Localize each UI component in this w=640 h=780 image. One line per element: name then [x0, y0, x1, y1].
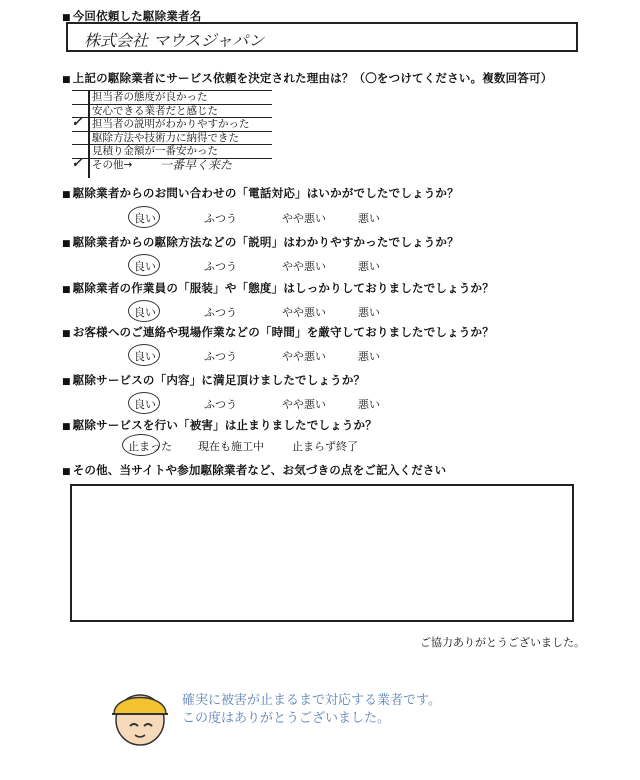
damage-heading: ■ 駆除サービスを行い「被害」は止まりましたでしょうか？ [62, 417, 377, 433]
time-rating-heading: ■ お客様へのご連絡や現場作業などの「時間」を厳守しておりましたでしょうか？ [62, 324, 494, 340]
check-mark-icon: ✓ [71, 115, 83, 130]
content-rating-heading: ■ 駆除サービスの「内容」に満足頂けましたでしょうか？ [62, 372, 365, 388]
option-good[interactable]: 良い [134, 306, 156, 319]
option-bad[interactable]: 悪い [358, 306, 380, 319]
option-bad[interactable]: 悪い [358, 398, 380, 411]
option-bad[interactable]: 悪い [358, 260, 380, 273]
option-average[interactable]: ふつう [204, 306, 237, 319]
staff-message [182, 692, 441, 728]
contractor-answer: 株式会社 マウスジャパン [84, 31, 265, 50]
check-mark-icon: ✓ [71, 155, 83, 171]
reasons-list [72, 90, 272, 171]
option-good[interactable]: 良い [134, 212, 156, 225]
phone-rating-heading: ■ 駆除業者からのお問い合わせの「電話対応」はいかがでしたでしょうか？ [62, 185, 459, 201]
worker-avatar-icon [108, 680, 172, 750]
thanks-text: ご協力ありがとうございました。 [420, 636, 585, 649]
option-somewhat-bad[interactable]: やや悪い [282, 260, 326, 273]
reason-label: その他→ [92, 158, 133, 171]
message-line-1: 確実に被害が止まるまで対応する業者です。 [182, 693, 441, 708]
option-average[interactable]: ふつう [204, 398, 237, 411]
explanation-rating-heading: ■ 駆除業者からの駆除方法などの「説明」はわかりやすかったでしょうか？ [62, 234, 459, 250]
contractor-answer-box[interactable] [66, 22, 578, 52]
option-good[interactable]: 良い [134, 350, 156, 363]
reason-label: 担当者の態度が良かった [92, 91, 208, 103]
reason-row[interactable] [71, 115, 272, 132]
comments-box[interactable] [70, 484, 574, 622]
option-bad[interactable]: 悪い [358, 350, 380, 363]
message-line-2: この度はありがとうございました。 [182, 711, 391, 726]
option-bad[interactable]: 悪い [358, 212, 380, 225]
checkbox-column-divider [88, 90, 90, 178]
option-somewhat-bad[interactable]: やや悪い [282, 212, 326, 225]
option-in-progress[interactable]: 現在も施工中 [198, 440, 264, 453]
reason-other-answer: 一番早く来た [160, 157, 233, 172]
option-good[interactable]: 良い [134, 398, 156, 411]
option-average[interactable]: ふつう [204, 260, 237, 273]
option-average[interactable]: ふつう [204, 212, 237, 225]
reason-row[interactable] [72, 132, 272, 146]
option-stopped[interactable]: 止まった [128, 440, 172, 453]
reason-label: 駆除方法や技術力に納得できた [92, 131, 239, 144]
option-somewhat-bad[interactable]: やや悪い [282, 398, 326, 411]
option-ended-not-stopped[interactable]: 止まらず終了 [292, 440, 358, 453]
option-average[interactable]: ふつう [204, 350, 237, 363]
reason-row[interactable] [71, 155, 272, 172]
option-good[interactable]: 良い [134, 260, 156, 273]
reason-label: 見積り金額が一番安かった [92, 145, 218, 157]
option-somewhat-bad[interactable]: やや悪い [282, 350, 326, 363]
reason-label: 担当者の説明がわかりやすかった [92, 118, 250, 130]
option-somewhat-bad[interactable]: やや悪い [282, 306, 326, 319]
reason-label: 安心できる業者だと感じた [92, 104, 218, 117]
reason-row[interactable] [72, 91, 272, 105]
contractor-heading: ■ 今回依頼した駆除業者名 [62, 8, 201, 24]
reason-row[interactable] [72, 105, 272, 119]
attire-rating-heading: ■ 駆除業者の作業員の「服装」や「態度」はしっかりしておりましたでしょうか？ [62, 280, 494, 296]
comments-heading: ■ その他、当サイトや参加駆除業者など、お気づきの点をご記入ください [62, 462, 446, 478]
reasons-heading: ■ 上記の駆除業者にサービス依頼を決定された理由は？（〇をつけてください。複数回答可） [62, 70, 552, 86]
